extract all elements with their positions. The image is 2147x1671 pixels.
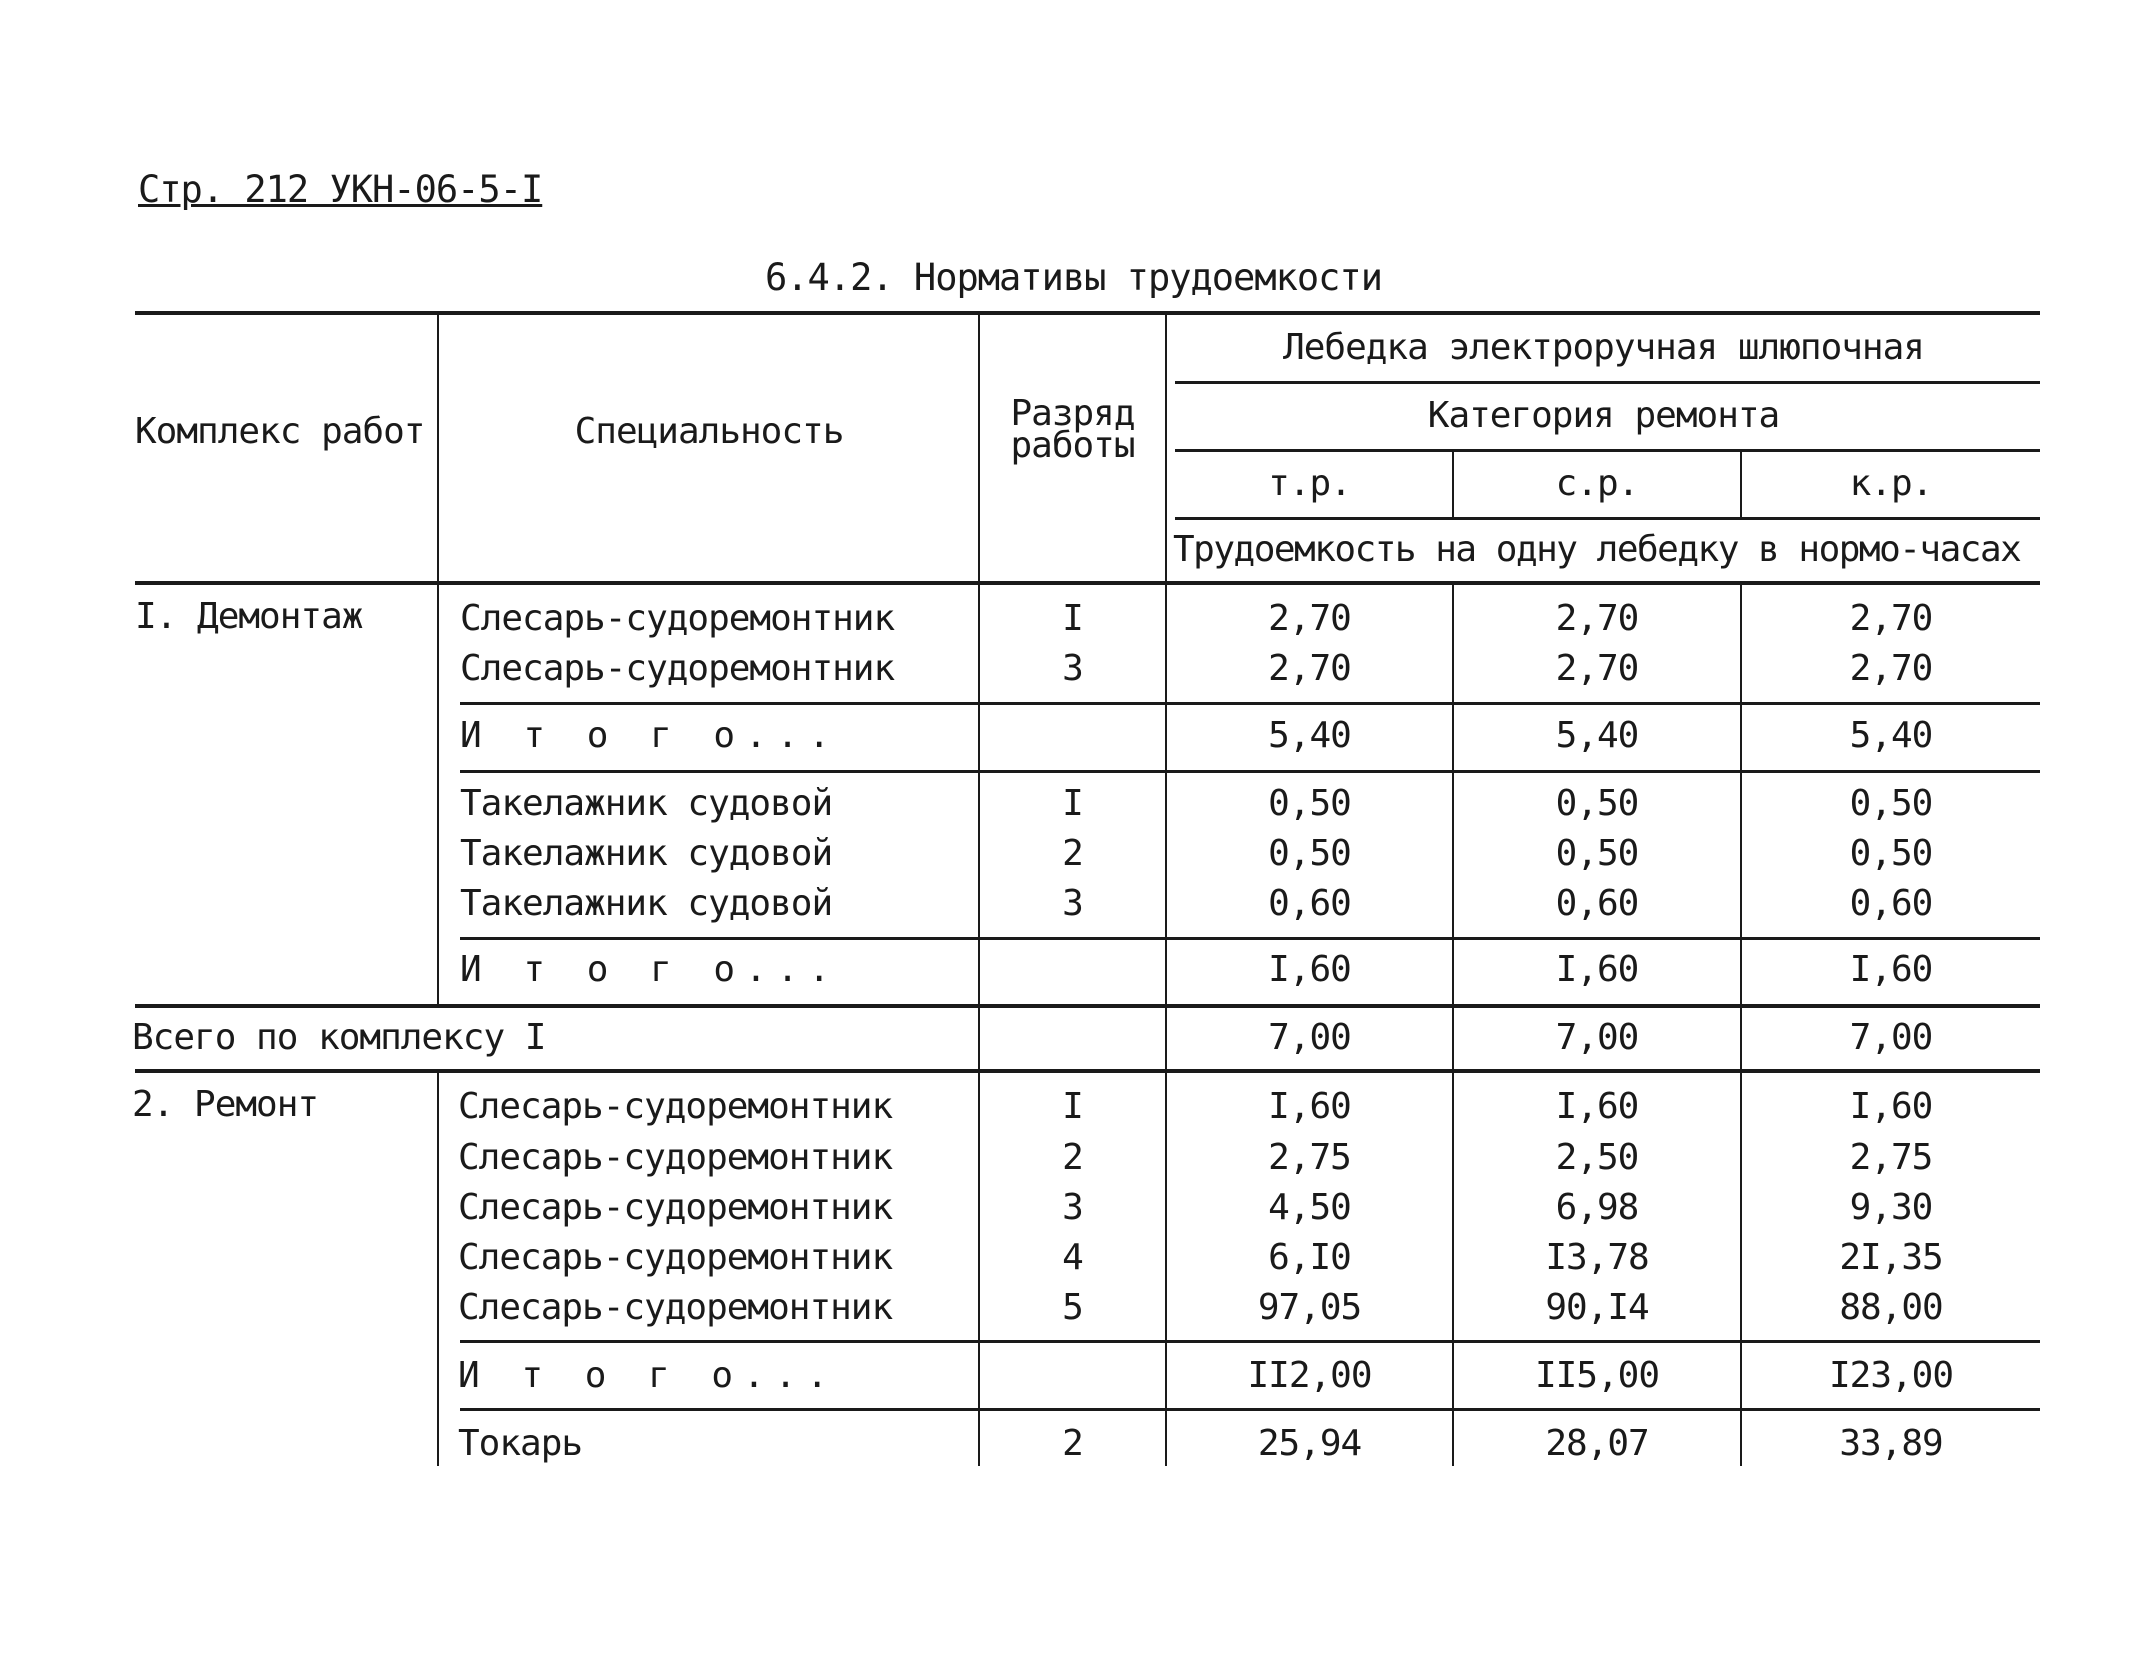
rule-subtotal-3 xyxy=(460,1340,2040,1343)
rule-after-subtotal-3 xyxy=(460,1408,2040,1411)
row-tr: 97,05 xyxy=(1257,1287,1362,1328)
rule-group xyxy=(1175,381,2040,384)
row-specialty: Слесарь-судоремонтник xyxy=(458,1137,893,1178)
table-title: 6.4.2. Нормативы трудоемкости xyxy=(764,256,1382,299)
row-tr: 4,50 xyxy=(1268,1187,1351,1228)
row-tr: 2,70 xyxy=(1268,598,1351,639)
row-kr: 9,30 xyxy=(1849,1187,1933,1228)
row-tr: 0,60 xyxy=(1268,883,1351,924)
row-tr: I,60 xyxy=(1268,1086,1351,1127)
row-kr: 0,60 xyxy=(1849,883,1933,924)
header-group: Лебедка электроручная шлюпочная xyxy=(1283,327,1924,368)
header-complex: Комплекс работ xyxy=(135,411,425,452)
row-kr: I23,00 xyxy=(1828,1355,1954,1396)
row-kr: 88,00 xyxy=(1839,1287,1943,1328)
row-sr: I,60 xyxy=(1555,949,1639,990)
rule-after-total-1 xyxy=(135,1069,2040,1073)
row-kr: 2,75 xyxy=(1849,1137,1933,1178)
row-tr: 5,40 xyxy=(1268,715,1351,756)
row-specialty: Такелажник судовой xyxy=(460,783,833,824)
row-sr: 7,00 xyxy=(1555,1017,1639,1058)
rule-header-bottom xyxy=(135,581,2040,585)
row-specialty: Такелажник судовой xyxy=(460,883,833,924)
header-unit: Трудоемкость на одну лебедку в нормо-часах xyxy=(1173,529,2021,570)
row-sr: I3,78 xyxy=(1545,1237,1649,1278)
row-complex: Всего по комплексу I xyxy=(132,1017,546,1058)
row-sr: 0,60 xyxy=(1555,883,1639,924)
rule-subtotal-1 xyxy=(460,702,2040,705)
header-sr: с.р. xyxy=(1555,463,1639,504)
rule-category xyxy=(1175,449,2040,452)
row-sr: 6,98 xyxy=(1555,1187,1639,1228)
rule-subcategory xyxy=(1175,517,2040,520)
row-sr: 90,I4 xyxy=(1545,1287,1649,1328)
row-grade: 2 xyxy=(1062,833,1083,874)
row-sr: 0,50 xyxy=(1555,783,1639,824)
row-sr: 0,50 xyxy=(1555,833,1639,874)
header-grade-line1: Разряд xyxy=(1010,393,1135,434)
col-divider-complex-lower xyxy=(437,1069,439,1466)
row-kr: 0,50 xyxy=(1849,783,1933,824)
row-grade: 2 xyxy=(1062,1137,1083,1178)
rule-total-1 xyxy=(135,1004,2040,1008)
row-kr: 5,40 xyxy=(1849,715,1933,756)
row-specialty: И т о г о... xyxy=(460,715,841,756)
row-grade: 5 xyxy=(1062,1287,1083,1328)
rule-top xyxy=(135,311,2040,315)
row-tr: 6,I0 xyxy=(1268,1237,1351,1278)
row-kr: 2,70 xyxy=(1849,648,1933,689)
row-tr: I,60 xyxy=(1268,949,1351,990)
row-tr: 2,70 xyxy=(1268,648,1351,689)
row-sr: 5,40 xyxy=(1555,715,1639,756)
row-tr: 7,00 xyxy=(1268,1017,1351,1058)
row-specialty: Такелажник судовой xyxy=(460,833,833,874)
row-tr: 0,50 xyxy=(1268,783,1351,824)
row-kr: 2,70 xyxy=(1849,598,1933,639)
row-sr: I,60 xyxy=(1555,1086,1639,1127)
header-specialty: Специальность xyxy=(574,411,844,452)
row-specialty: И т о г о... xyxy=(458,1355,839,1396)
row-sr: II5,00 xyxy=(1534,1355,1660,1396)
row-specialty: И т о г о... xyxy=(460,949,841,990)
row-sr: 28,07 xyxy=(1545,1423,1649,1464)
row-specialty: Слесарь-судоремонтник xyxy=(458,1237,893,1278)
rule-subtotal-2 xyxy=(460,937,2040,940)
row-kr: I,60 xyxy=(1849,949,1933,990)
row-complex: 2. Ремонт xyxy=(132,1084,319,1125)
row-grade: I xyxy=(1062,1086,1083,1127)
row-specialty: Слесарь-судоремонтник xyxy=(458,1086,893,1127)
row-grade: 2 xyxy=(1062,1423,1083,1464)
row-sr: 2,50 xyxy=(1555,1137,1639,1178)
row-kr: 33,89 xyxy=(1839,1423,1943,1464)
row-sr: 2,70 xyxy=(1555,598,1639,639)
rule-after-subtotal-1 xyxy=(460,770,2040,773)
row-grade: 3 xyxy=(1062,1187,1083,1228)
row-tr: 0,50 xyxy=(1268,833,1351,874)
row-grade: 4 xyxy=(1062,1237,1083,1278)
row-kr: 7,00 xyxy=(1849,1017,1933,1058)
row-specialty: Слесарь-судоремонтник xyxy=(460,598,895,639)
row-tr: 25,94 xyxy=(1257,1423,1362,1464)
row-grade: 3 xyxy=(1062,883,1083,924)
row-kr: 0,50 xyxy=(1849,833,1933,874)
row-specialty: Слесарь-судоремонтник xyxy=(458,1287,893,1328)
row-specialty: Токарь xyxy=(458,1423,583,1464)
row-grade: I xyxy=(1062,598,1083,639)
row-tr: II2,00 xyxy=(1247,1355,1372,1396)
row-specialty: Слесарь-судоремонтник xyxy=(458,1187,893,1228)
page-header: Стр. 212 УКН-06-5-I xyxy=(138,168,543,211)
header-tr: т.р. xyxy=(1268,463,1351,504)
header-grade-line2: работы xyxy=(1010,425,1135,466)
row-kr: 2I,35 xyxy=(1839,1237,1943,1278)
row-complex: I. Демонтаж xyxy=(135,596,363,637)
row-specialty: Слесарь-судоремонтник xyxy=(460,648,895,689)
header-category: Категория ремонта xyxy=(1427,395,1780,436)
col-divider-complex xyxy=(437,311,439,1004)
header-kr: к.р. xyxy=(1849,463,1933,504)
row-kr: I,60 xyxy=(1849,1086,1933,1127)
row-grade: I xyxy=(1062,783,1083,824)
row-grade: 3 xyxy=(1062,648,1083,689)
row-tr: 2,75 xyxy=(1268,1137,1351,1178)
row-sr: 2,70 xyxy=(1555,648,1639,689)
